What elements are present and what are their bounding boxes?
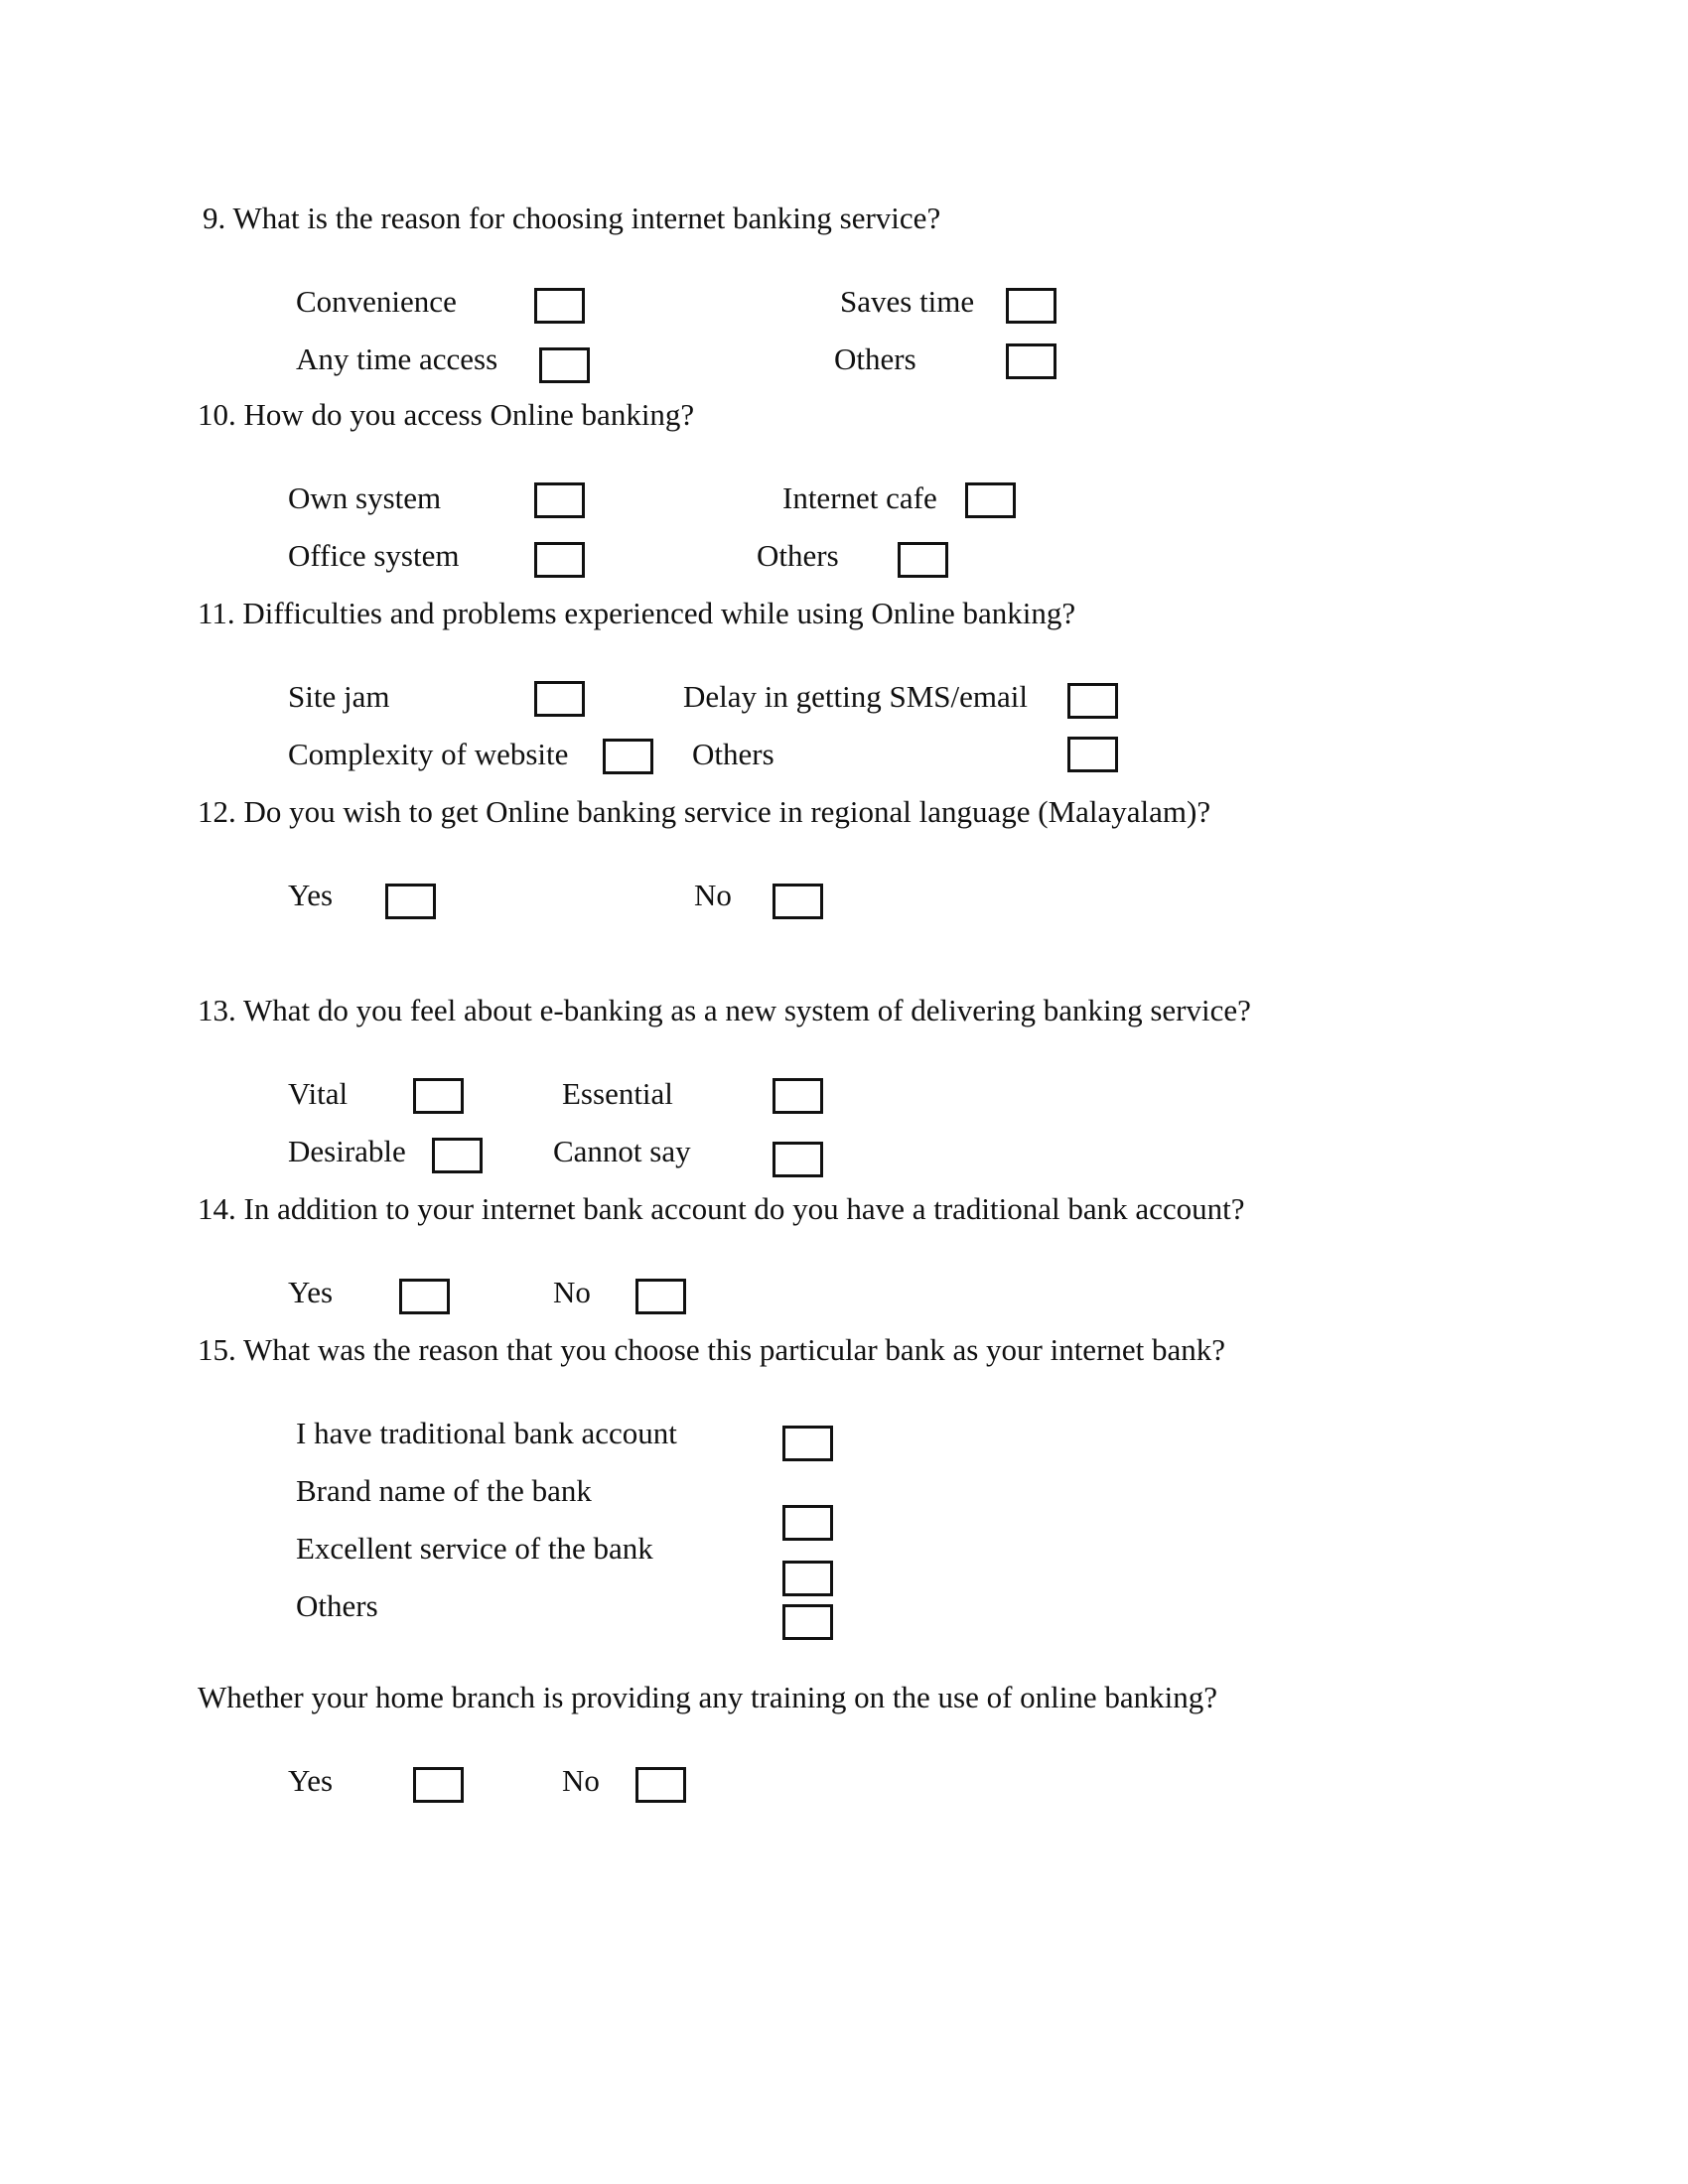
- question-11-text: 11. Difficulties and problems experienced while using Online banking?: [198, 596, 1076, 630]
- question-10-text: 10. How do you access Online banking?: [198, 397, 695, 432]
- option-label-cannot-say: Cannot say: [553, 1134, 691, 1168]
- checkbox-excellent-service[interactable]: [782, 1561, 833, 1596]
- option-label-office-system: Office system: [288, 538, 460, 573]
- question-9-text: 9. What is the reason for choosing internet banking service?: [203, 201, 941, 235]
- question-13-text: 13. What do you feel about e-banking as a new system of delivering banking service?: [198, 993, 1251, 1027]
- option-label-convenience: Convenience: [296, 284, 457, 319]
- option-label-essential: Essential: [562, 1076, 673, 1111]
- option-label-others-q10: Others: [757, 538, 839, 573]
- option-label-site-jam: Site jam: [288, 679, 390, 714]
- question-14-text: 14. In addition to your internet bank account do you have a traditional bank account?: [198, 1191, 1245, 1226]
- checkbox-yes-q14[interactable]: [399, 1279, 450, 1314]
- checkbox-brand-name[interactable]: [782, 1505, 833, 1541]
- checkbox-no-q12[interactable]: [773, 884, 823, 919]
- option-label-no-training: No: [562, 1763, 600, 1798]
- checkbox-others-q10[interactable]: [898, 542, 948, 578]
- option-label-delay-sms-email: Delay in getting SMS/email: [683, 679, 1028, 714]
- checkbox-vital[interactable]: [413, 1078, 464, 1114]
- checkbox-traditional-account[interactable]: [782, 1426, 833, 1461]
- option-label-any-time-access: Any time access: [296, 341, 498, 376]
- checkbox-complexity-of-website[interactable]: [603, 739, 653, 774]
- option-label-complexity-of-website: Complexity of website: [288, 737, 569, 771]
- question-training-text: Whether your home branch is providing any training on the use of online banking?: [198, 1680, 1218, 1714]
- checkbox-others-q9[interactable]: [1006, 343, 1056, 379]
- question-12-text: 12. Do you wish to get Online banking service in regional language (Malayalam)?: [198, 794, 1211, 829]
- option-label-internet-cafe: Internet cafe: [782, 480, 937, 515]
- checkbox-any-time-access[interactable]: [539, 347, 590, 383]
- option-label-others-q11: Others: [692, 737, 774, 771]
- checkbox-others-q11[interactable]: [1067, 737, 1118, 772]
- option-label-others-q9: Others: [834, 341, 916, 376]
- option-label-desirable: Desirable: [288, 1134, 406, 1168]
- option-label-brand-name: Brand name of the bank: [296, 1473, 592, 1508]
- checkbox-own-system[interactable]: [534, 482, 585, 518]
- option-label-traditional-account: I have traditional bank account: [296, 1416, 677, 1450]
- option-label-yes-q12: Yes: [288, 878, 334, 912]
- checkbox-cannot-say[interactable]: [773, 1142, 823, 1177]
- checkbox-delay-sms-email[interactable]: [1067, 683, 1118, 719]
- checkbox-internet-cafe[interactable]: [965, 482, 1016, 518]
- option-label-vital: Vital: [288, 1076, 349, 1111]
- checkbox-no-training[interactable]: [635, 1767, 686, 1803]
- checkbox-saves-time[interactable]: [1006, 288, 1056, 324]
- checkbox-site-jam[interactable]: [534, 681, 585, 717]
- checkbox-yes-training[interactable]: [413, 1767, 464, 1803]
- checkbox-office-system[interactable]: [534, 542, 585, 578]
- checkbox-essential[interactable]: [773, 1078, 823, 1114]
- option-label-own-system: Own system: [288, 480, 442, 515]
- checkbox-no-q14[interactable]: [635, 1279, 686, 1314]
- checkbox-yes-q12[interactable]: [385, 884, 436, 919]
- option-label-yes-q14: Yes: [288, 1275, 334, 1309]
- option-label-no-q14: No: [553, 1275, 591, 1309]
- checkbox-convenience[interactable]: [534, 288, 585, 324]
- question-15-text: 15. What was the reason that you choose this particular bank as your internet bank?: [198, 1332, 1226, 1367]
- option-label-excellent-service: Excellent service of the bank: [296, 1531, 653, 1566]
- checkbox-others-q15[interactable]: [782, 1604, 833, 1640]
- option-label-others-q15: Others: [296, 1588, 378, 1623]
- checkbox-desirable[interactable]: [432, 1138, 483, 1173]
- option-label-yes-training: Yes: [288, 1763, 334, 1798]
- option-label-no-q12: No: [694, 878, 732, 912]
- option-label-saves-time: Saves time: [840, 284, 975, 319]
